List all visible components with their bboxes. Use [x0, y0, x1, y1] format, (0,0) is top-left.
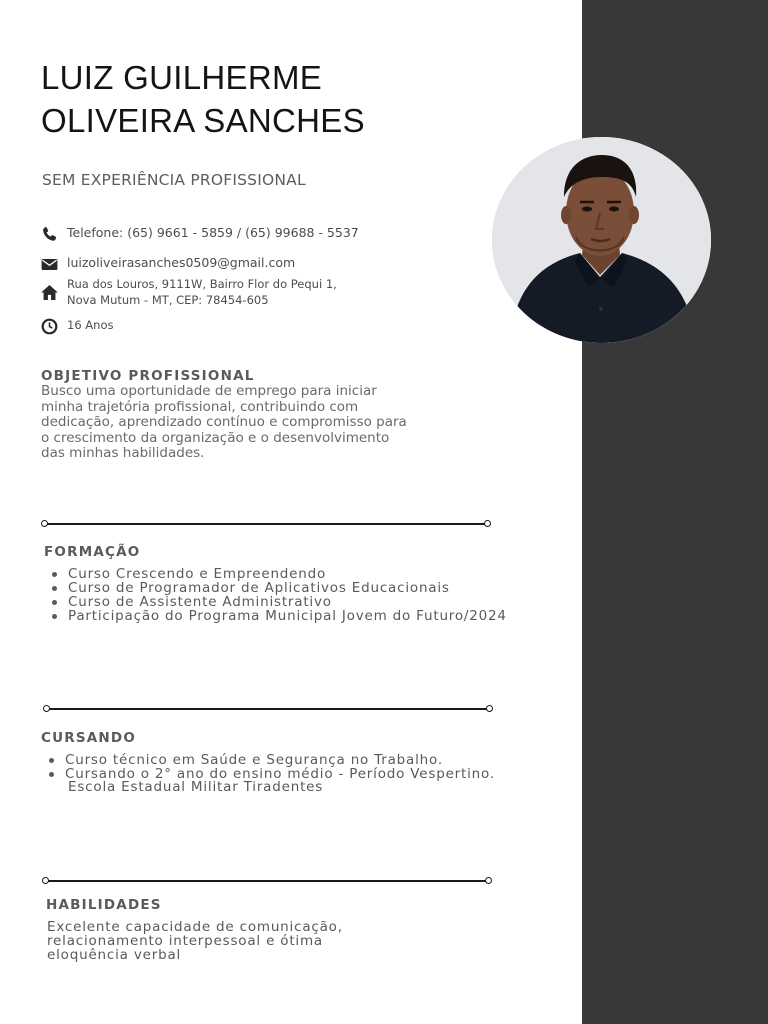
habilidades-line: Excelente capacidade de comunicação, [47, 919, 343, 935]
objetivo-line: Busco uma oportunidade de emprego para iniciar [41, 383, 377, 399]
list-item: Curso de Assistente Administrativo [68, 595, 507, 609]
email-text: luizoliveirasanches0509@gmail.com [67, 255, 296, 270]
habilidades-line: eloquência verbal [47, 947, 182, 963]
address-line-1: Rua dos Louros, 9111W, Bairro Flor do Pequi 1, [67, 277, 337, 291]
list-item: Cursando o 2° ano do ensino médio - Período Vespertino. [65, 766, 495, 782]
mail-icon [40, 255, 59, 274]
name-line-1: LUIZ GUILHERME [41, 59, 323, 96]
cursando-list [41, 753, 495, 781]
habilidades-line: relacionamento interpessoal e ótima [47, 933, 323, 949]
phone-icon [40, 225, 59, 244]
objetivo-line: dedicação, aprendizado contínuo e compromisso para [41, 414, 407, 430]
clock-icon [40, 317, 59, 336]
habilidades-title: HABILIDADES [46, 897, 162, 913]
formacao-list [44, 567, 507, 623]
section-divider [43, 705, 493, 713]
home-icon [40, 283, 59, 302]
objetivo-line: das minhas habilidades. [41, 445, 205, 461]
candidate-name [41, 56, 481, 142]
address-line-2: Nova Mutum - MT, CEP: 78454-605 [67, 293, 269, 307]
objetivo-line: o crescimento da organização e o desenvolvimento [41, 429, 390, 446]
formacao-title: FORMAÇÃO [44, 544, 141, 560]
cursando-title: CURSANDO [41, 730, 137, 746]
section-divider [41, 520, 491, 528]
contact-email [40, 255, 295, 274]
contact-phone [40, 225, 359, 244]
contact-address [40, 276, 337, 308]
section-divider [42, 877, 492, 885]
habilidades-text [47, 920, 343, 962]
name-line-2: OLIVEIRA SANCHES [41, 102, 365, 139]
objetivo-line: minha trajetória profissional, contribuindo com [41, 398, 359, 415]
objetivo-title: OBJETIVO PROFISSIONAL [41, 368, 255, 384]
phone-text: Telefone: (65) 9661 - 5859 / (65) 99688 - 5537 [67, 225, 359, 240]
list-item: Curso Crescendo e Empreendendo [68, 567, 507, 581]
person-portrait-icon [492, 137, 711, 343]
profile-photo [492, 137, 711, 343]
cursando-school: Escola Estadual Militar Tiradentes [68, 779, 324, 795]
list-item: Curso técnico em Saúde e Segurança no Trabalho. [65, 753, 495, 767]
contact-age [40, 317, 113, 336]
objetivo-text [41, 384, 407, 462]
age-text: 16 Anos [67, 318, 114, 332]
list-item: Curso de Programador de Aplicativos Educacionais [68, 581, 507, 595]
list-item: Participação do Programa Municipal Jovem do Futuro/2024 [68, 608, 507, 624]
experience-subtitle: SEM EXPERIÊNCIA PROFISSIONAL [42, 171, 306, 189]
